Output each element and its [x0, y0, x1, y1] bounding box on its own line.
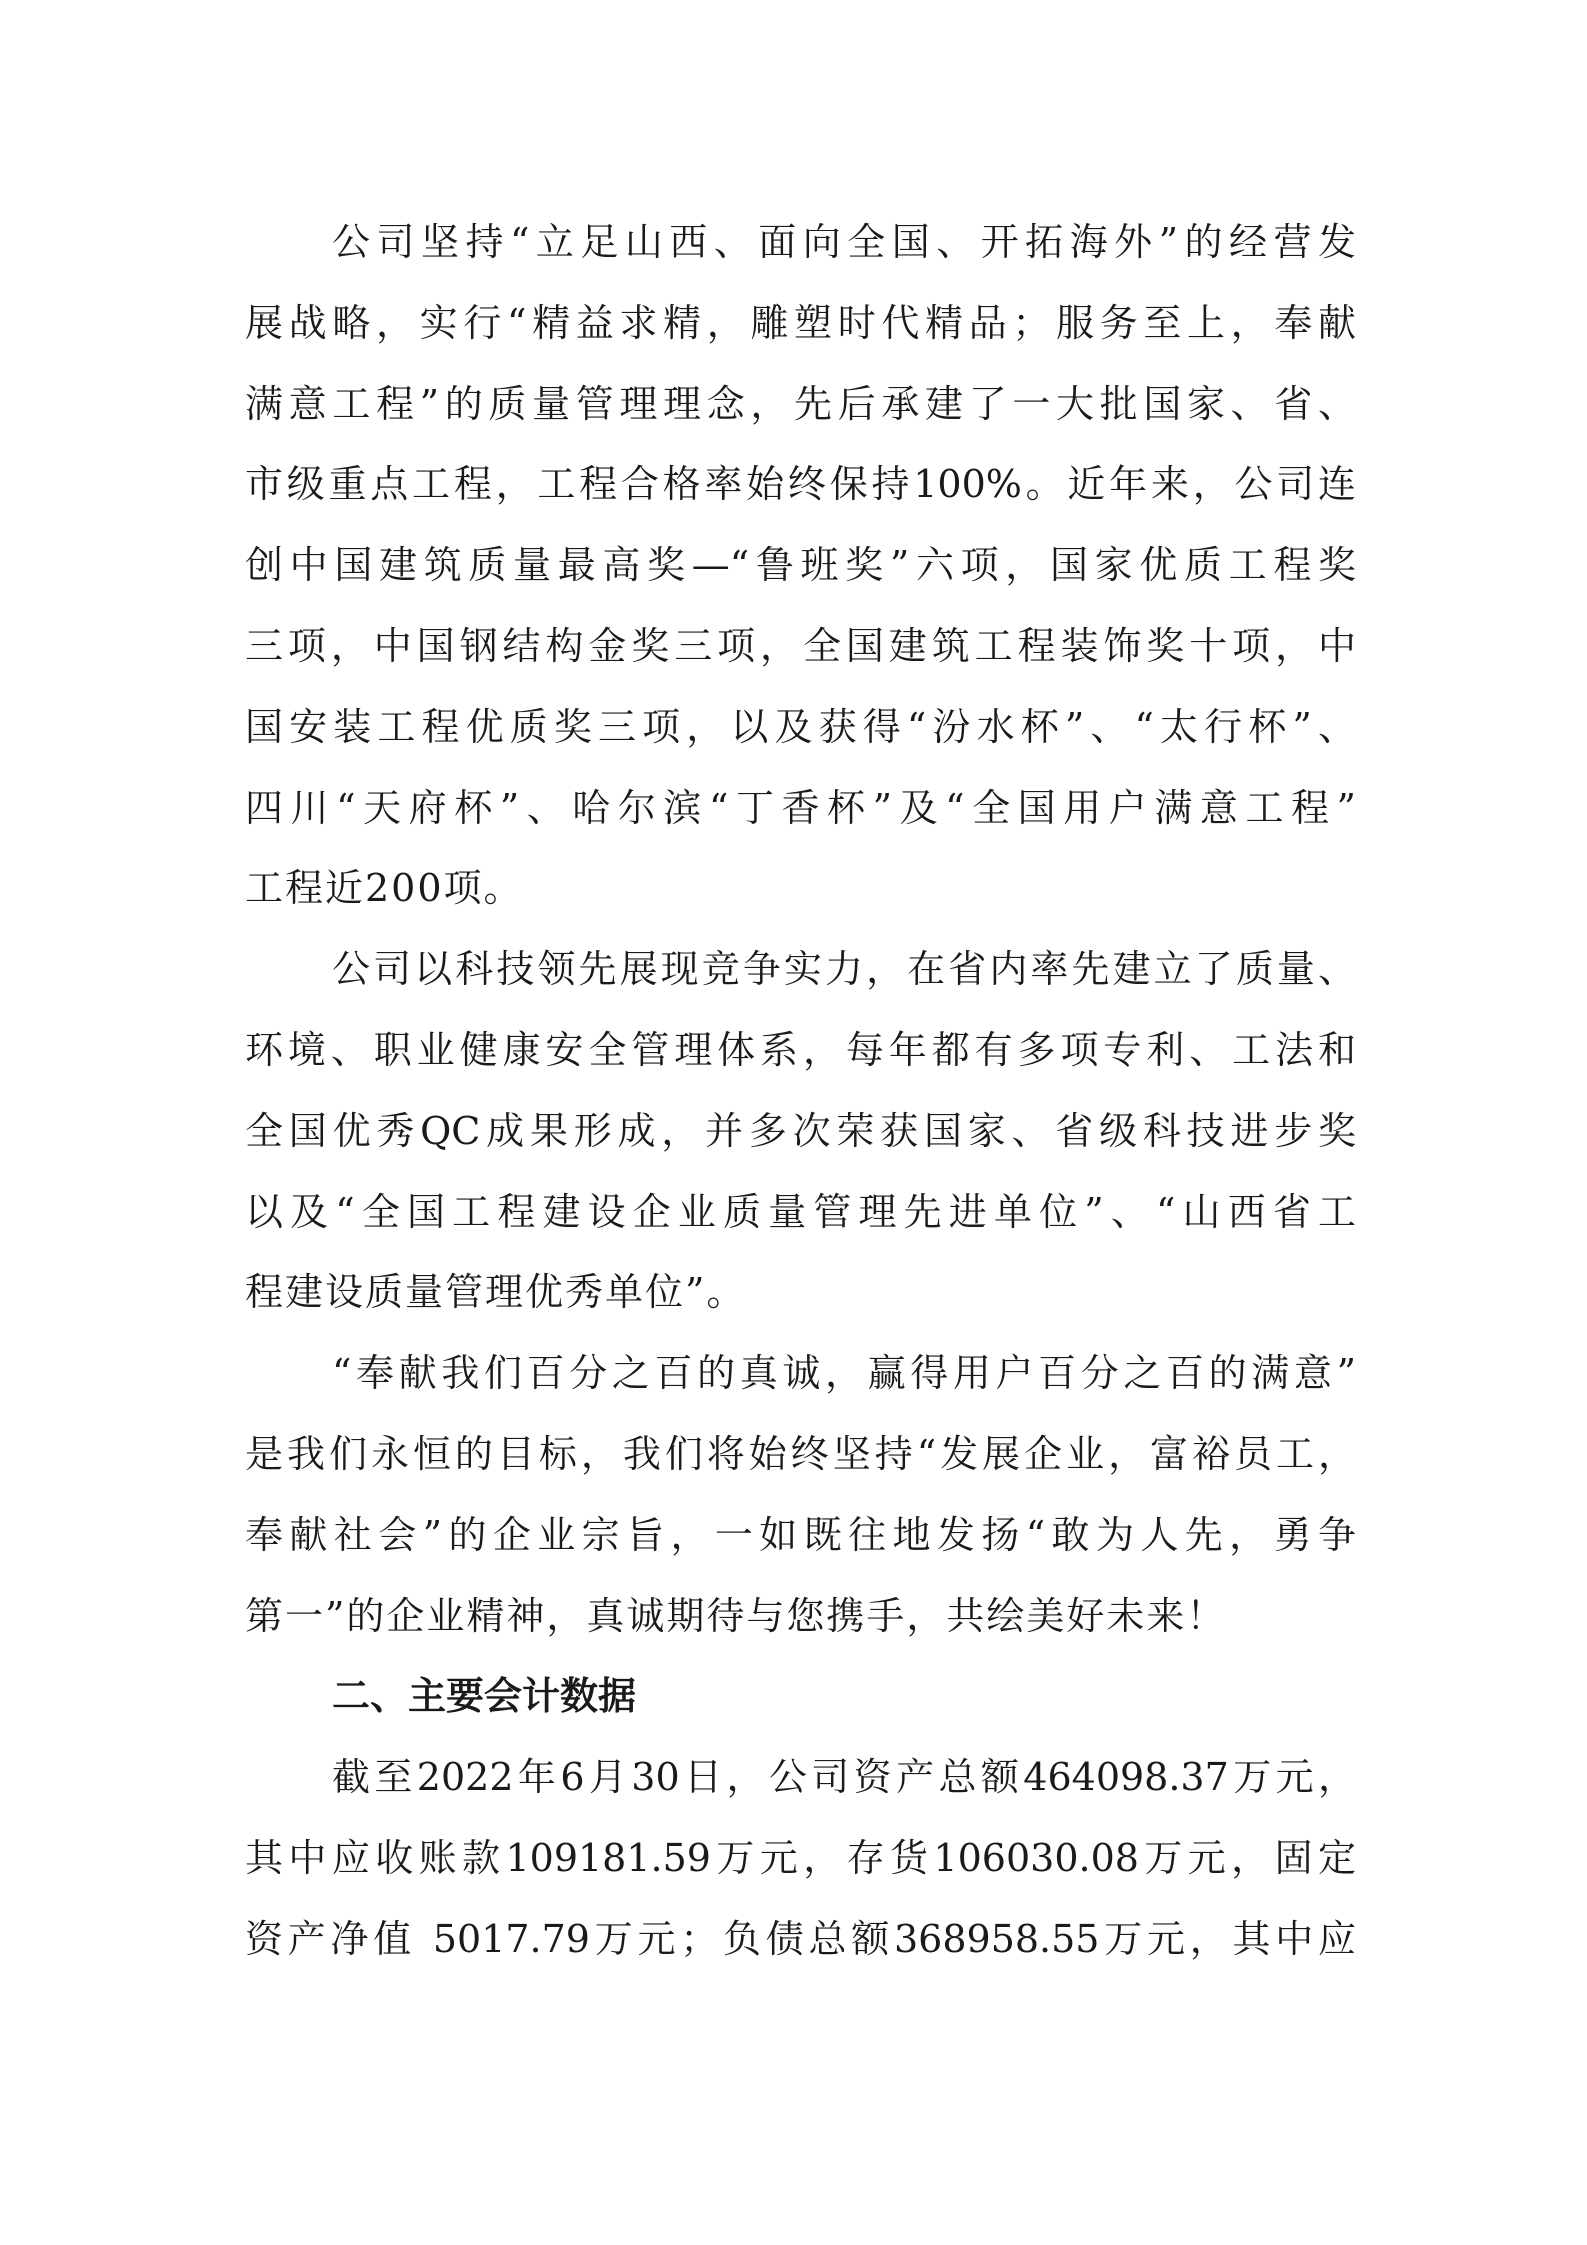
paragraph-3-line: “奉献我们百分之百的真诚，赢得用户百分之百的满意” [332, 1351, 1356, 1396]
paragraph-2-line: 环境、职业健康安全管理体系，每年都有多项专利、工法和 [245, 1027, 1356, 1072]
paragraph-1-line: 三项，中国钢结构金奖三项，全国建筑工程装饰奖十项，中 [245, 623, 1356, 668]
paragraph-3-line: 第一”的企业精神，真诚期待与您携手，共绘美好未来！ [245, 1593, 1227, 1638]
paragraph-3-line: 奉献社会”的企业宗旨，一如既往地发扬“敢为人先，勇争 [245, 1512, 1356, 1557]
paragraph-1-line: 展战略，实行“精益求精，雕塑时代精品；服务至上，奉献 [245, 300, 1356, 345]
document-page [245, 202, 1356, 1980]
paragraph-1-line: 创中国建筑质量最高奖—“鲁班奖”六项，国家优质工程奖 [245, 543, 1356, 588]
paragraph-2-line: 程建设质量管理优秀单位”。 [245, 1270, 747, 1315]
paragraph-1-line: 满意工程”的质量管理理念，先后承建了一大批国家、省、 [245, 381, 1356, 426]
accounting-paragraph-line: 截至2022年6月30日，公司资产总额464098.37万元， [332, 1755, 1356, 1800]
paragraph-1-line: 市级重点工程，工程合格率始终保持100%。近年来，公司连 [245, 462, 1356, 507]
paragraph-1-line: 工程近200项。 [245, 866, 524, 911]
accounting-paragraph-line: 资产净值 5017.79万元；负债总额368958.55万元，其中应 [245, 1916, 1356, 1961]
accounting-paragraph-line: 其中应收账款109181.59万元，存货106030.08万元，固定 [245, 1835, 1356, 1880]
paragraph-1-line: 四川“天府杯”、哈尔滨“丁香杯”及“全国用户满意工程” [245, 785, 1356, 830]
section-heading: 二、主要会计数据 [332, 1674, 637, 1719]
paragraph-3-line: 是我们永恒的目标，我们将始终坚持“发展企业，富裕员工， [245, 1431, 1356, 1476]
paragraph-2-line: 公司以科技领先展现竞争实力，在省内率先建立了质量、 [332, 947, 1356, 992]
paragraph-2-line: 全国优秀QC成果形成，并多次荣获国家、省级科技进步奖 [245, 1108, 1356, 1153]
paragraph-2-line: 以及“全国工程建设企业质量管理先进单位”、“山西省工 [245, 1189, 1356, 1234]
paragraph-1-line: 公司坚持“立足山西、面向全国、开拓海外”的经营发 [332, 220, 1356, 264]
paragraph-1-line: 国安装工程优质奖三项，以及获得“汾水杯”、“太行杯”、 [245, 704, 1356, 749]
